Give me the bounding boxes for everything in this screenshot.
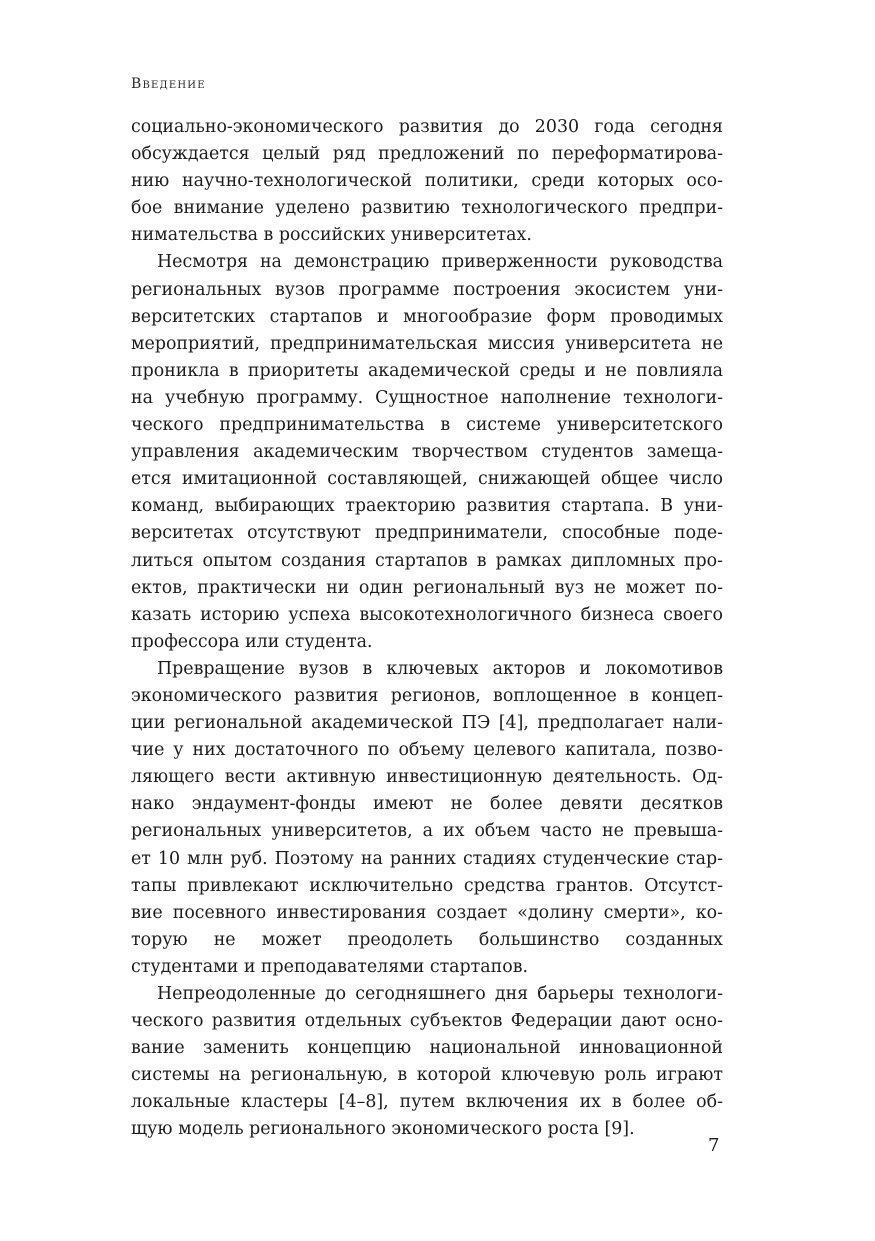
text-line: социально-экономического развития до 2030 года сегодня	[131, 117, 723, 137]
text-line: системы на региональную, в которой ключевую роль играют	[131, 1065, 723, 1086]
text-line: студентами и преподавателями стартапов.	[131, 956, 529, 977]
text-line: команд, выбирающих траекторию развития стартапа. В уни-	[131, 496, 723, 517]
text-line: казать историю успеха высокотехнологичного бизнеса своего	[131, 604, 723, 625]
text-line: бое внимание уделено развитию технологического предпри-	[131, 198, 723, 219]
text-line: нию научно-технологической политики, среди которых осо-	[131, 171, 723, 192]
text-line: обсуждается целый ряд предложений по переформатирова-	[131, 144, 723, 165]
text-line: Непреодоленные до сегодняшнего дня барьеры технологи-	[157, 984, 723, 1004]
page-number: 7	[708, 1135, 720, 1156]
text-line: литься опытом создания стартапов в рамках дипломных про-	[131, 550, 723, 571]
text-line: вие посевного инвестирования создает «долину смерти», ко-	[131, 902, 723, 923]
paragraph	[131, 114, 723, 249]
text-line: Превращение вузов в ключевых акторов и локомотивов	[157, 658, 723, 679]
text-line: мероприятий, предпринимательская миссия университета не	[131, 333, 723, 354]
text-line: нако эндаумент-фонды имеют не более девяти десятков	[131, 794, 723, 815]
text-line: вание заменить концепцию национальной инновационной	[131, 1038, 723, 1059]
text-line: региональных вузов программе построения экосистем уни-	[131, 279, 723, 300]
text-line: нимательства в российских университетах.	[131, 225, 532, 246]
paragraph	[131, 656, 723, 981]
text-line: проникла в приоритеты академической среды и не повлияла	[131, 360, 723, 381]
text-line: на учебную программу. Сущностное наполнение технологи-	[131, 387, 723, 408]
text-line: ектов, практически ни один региональный вуз не может по-	[131, 577, 723, 598]
text-line: щую модель регионального экономического роста [9].	[131, 1119, 635, 1140]
running-head: Введение	[131, 76, 206, 92]
text-line: ет 10 млн руб. Поэтому на ранних стадиях студенческие стар-	[131, 848, 723, 869]
text-line: ческого развития отдельных субъектов Федерации дают осно-	[131, 1011, 723, 1032]
text-line: профессора или студента.	[131, 631, 373, 652]
text-line: чие у них достаточного по объему целевого капитала, позво-	[131, 740, 723, 761]
text-line: тапы привлекают исключительно средства грантов. Отсутст-	[131, 875, 723, 896]
text-line: ляющего вести активную инвестиционную деятельность. Од-	[131, 767, 723, 788]
text-line: управления академическим творчеством студентов замеща-	[131, 442, 723, 463]
text-line: верситетах отсутствуют предприниматели, способные поде-	[131, 523, 723, 544]
text-line: торую не может преодолеть большинство созданных	[131, 929, 723, 950]
text-line: экономического развития регионов, воплощенное в концеп-	[131, 685, 723, 706]
body-text	[131, 114, 723, 1144]
paragraph	[131, 249, 723, 655]
text-line: ческого предпринимательства в системе университетского	[131, 415, 723, 436]
text-line: локальные кластеры [4–8], путем включения их в более об-	[131, 1092, 723, 1113]
text-line: Несмотря на демонстрацию приверженности руководства	[157, 252, 723, 273]
text-line: верситетских стартапов и многообразие форм проводимых	[131, 306, 723, 327]
paragraph	[131, 981, 723, 1144]
text-line: ется имитационной составляющей, снижающей общее число	[131, 469, 723, 490]
text-line: региональных университетов, а их объем часто не превыша-	[131, 821, 723, 842]
text-line: ции региональной академической ПЭ [4], предполагает нали-	[131, 713, 723, 734]
